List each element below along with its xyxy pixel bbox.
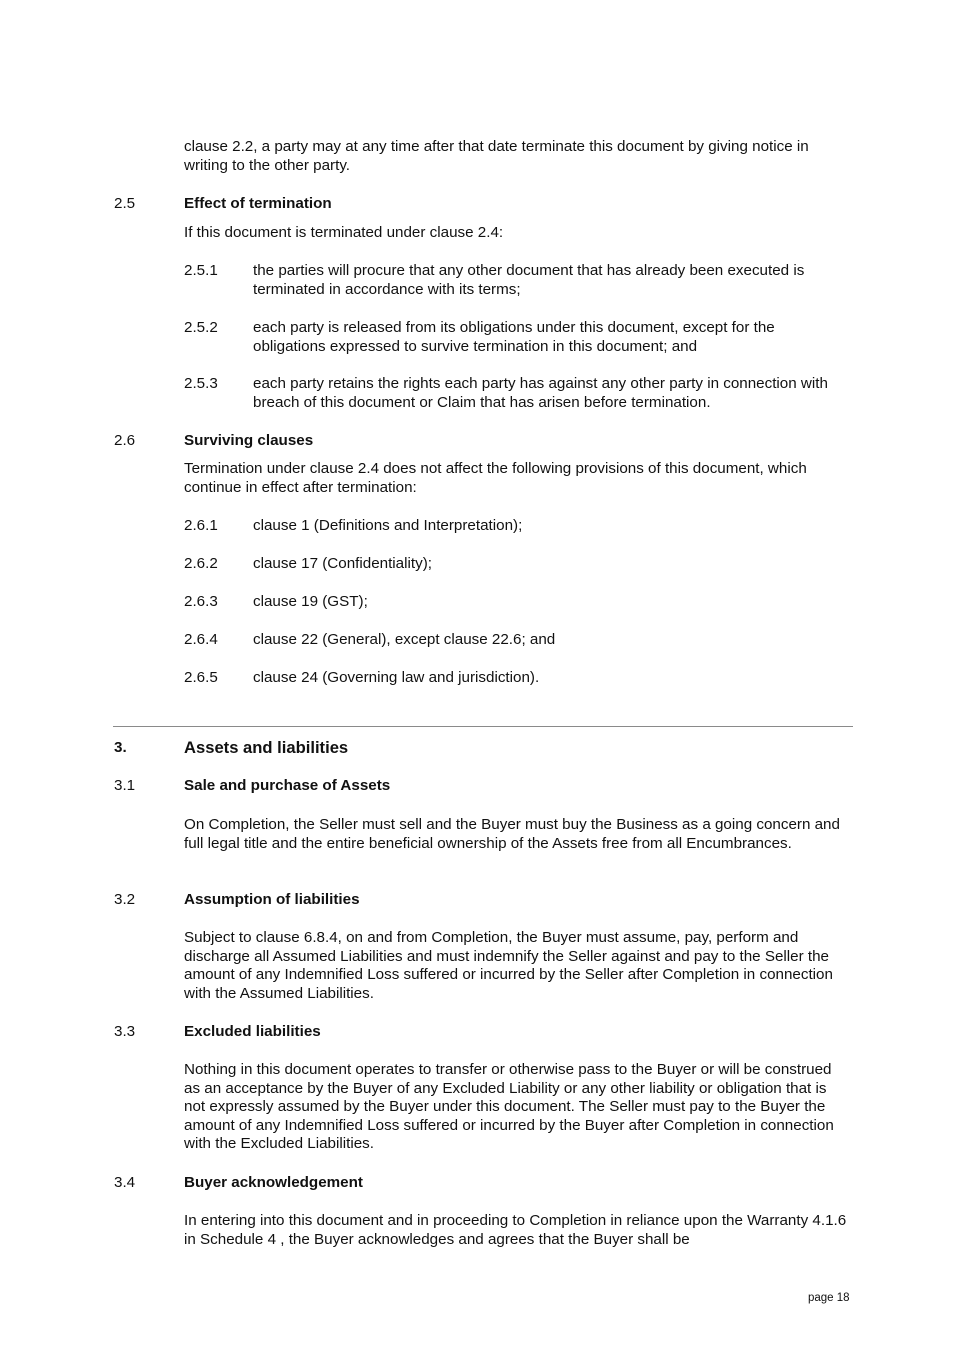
subclause-number: 2.5.2	[184, 319, 218, 336]
clause-intro: Termination under clause 2.4 does not affect the following provisions of this document, which continue in effect after termination:	[184, 460, 807, 496]
clause-number: 2.5	[114, 195, 136, 212]
continuation-paragraph: clause 2.2, a party may at any time after that date terminate this document by giving notice in writing to the other party.	[184, 138, 809, 174]
clause-heading: Surviving clauses	[184, 432, 314, 449]
clause-text: Subject to clause 6.8.4, on and from Completion, the Buyer must assume, pay, perform and discharge all Assumed Liabilities and must indemnify the Seller against and pay to the Seller the amount of any Indemnified Loss suffered or incurred by the Seller after Completion in connection with the Assumed Liabilities.	[184, 929, 833, 1002]
subclause-text: clause 1 (Definitions and Interpretation);	[253, 517, 523, 534]
clause-number: 3.1	[114, 777, 136, 794]
clause-heading: Sale and purchase of Assets	[184, 777, 391, 794]
clause-number: 3.3	[114, 1023, 136, 1040]
subclause-number: 2.6.2	[184, 555, 218, 572]
subclause-number: 2.5.3	[184, 375, 218, 392]
subclause-text: the parties will procure that any other document that has already been executed is terminated in accordance with its terms;	[253, 262, 805, 298]
subclause-text: clause 19 (GST);	[253, 593, 368, 610]
page-number: page 18	[808, 1292, 850, 1304]
subclause-number: 2.6.4	[184, 631, 218, 648]
subclause-number: 2.6.5	[184, 669, 218, 686]
clause-number: 2.6	[114, 432, 136, 449]
clause-intro: If this document is terminated under clause 2.4:	[184, 224, 504, 241]
clause-text: On Completion, the Seller must sell and the Buyer must buy the Business as a going concern and full legal title and the entire beneficial ownership of the Assets free from all Encumbrances.	[184, 816, 840, 852]
subclause-text: each party retains the rights each party has against any other party in connection with breach of this document or Claim that has arisen before termination.	[253, 375, 828, 411]
clause-heading: Excluded liabilities	[184, 1023, 321, 1040]
subclause-number: 2.5.1	[184, 262, 218, 279]
clause-text: Nothing in this document operates to transfer or otherwise pass to the Buyer or will be construed as an acceptance by the Buyer of any Excluded Liability or any other liability or obligation that is not expressly assumed by the Buyer under this document. The Seller must pay to the Buyer the amount of any Indemnified Loss suffered or incurred by the Buyer after Completion in connection with the Excluded Liabilities.	[184, 1061, 834, 1153]
subclause-text: clause 22 (General), except clause 22.6; and	[253, 631, 556, 648]
clause-heading: Assumption of liabilities	[184, 891, 360, 908]
section-divider	[113, 726, 853, 727]
subclause-text: clause 24 (Governing law and jurisdiction).	[253, 669, 540, 686]
clause-number: 3.2	[114, 891, 136, 908]
clause-heading: Effect of termination	[184, 195, 332, 212]
subclause-text: each party is released from its obligations under this document, except for the obligations expressed to survive termination in this document; and	[253, 319, 775, 355]
subclause-text: clause 17 (Confidentiality);	[253, 555, 432, 572]
section-number: 3.	[114, 739, 127, 756]
section-title: Assets and liabilities	[184, 738, 349, 757]
subclause-number: 2.6.1	[184, 517, 218, 534]
clause-number: 3.4	[114, 1174, 136, 1191]
clause-heading: Buyer acknowledgement	[184, 1174, 363, 1191]
clause-text: In entering into this document and in proceeding to Completion in reliance upon the Warranty 4.1.6 in Schedule 4 , the Buyer acknowledges and agrees that the Buyer shall be	[184, 1212, 847, 1248]
subclause-number: 2.6.3	[184, 593, 218, 610]
